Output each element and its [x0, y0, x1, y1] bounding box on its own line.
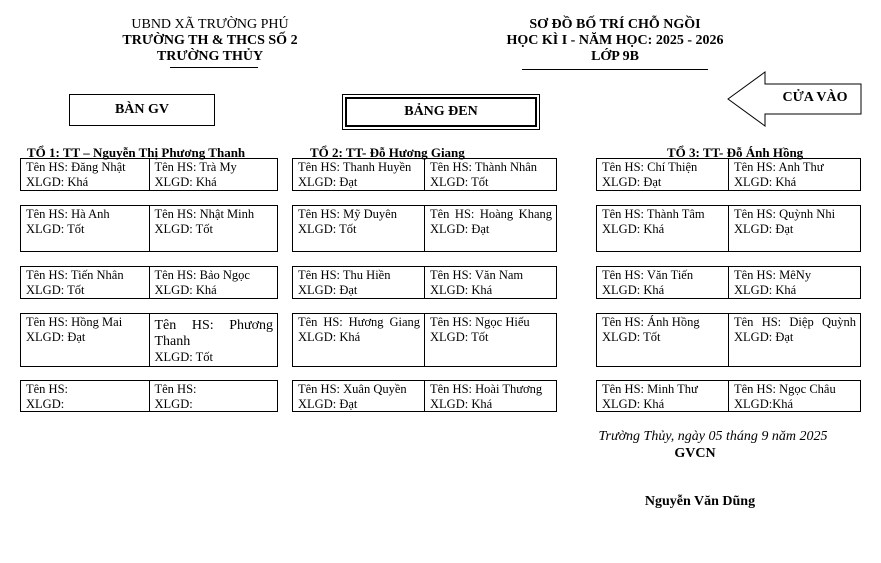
seat — [728, 314, 860, 366]
student-name: Tên HS: Trà My — [154, 160, 237, 174]
conduct-grade: XLGD: — [26, 397, 65, 411]
seat — [293, 314, 424, 366]
desk-g1-r1 — [20, 158, 278, 191]
conduct-grade: XLGD: Tốt — [154, 350, 213, 364]
conduct-grade: XLGD: Tốt — [26, 283, 85, 297]
student-name: Tên HS: Bảo Ngọc — [154, 268, 250, 282]
desk-g1-r2 — [20, 205, 278, 252]
conduct-grade: XLGD: Khá — [602, 283, 665, 297]
seat — [293, 159, 424, 190]
student-name: Tên HS: Thành Nhân — [430, 160, 538, 174]
seat — [21, 314, 149, 366]
seat — [728, 381, 860, 411]
conduct-grade: XLGD: Đạt — [734, 330, 794, 344]
student-name: Tên HS: Văn Tiến — [602, 268, 694, 282]
student-name: Tên HS: MêNy — [734, 268, 812, 282]
conduct-grade: XLGD: Đạt — [26, 330, 86, 344]
desk-g3-r4 — [596, 313, 861, 367]
seat — [424, 314, 556, 366]
conduct-grade: XLGD: Đạt — [298, 283, 358, 297]
seat — [21, 159, 149, 190]
seat — [149, 159, 278, 190]
seat — [597, 267, 728, 298]
student-name: Tên HS: — [26, 382, 69, 396]
seat — [293, 206, 424, 251]
conduct-grade: XLGD: Tốt — [154, 222, 213, 236]
seat — [293, 267, 424, 298]
conduct-grade: XLGD: Khá — [154, 175, 217, 189]
seat — [149, 206, 278, 251]
conduct-grade: XLGD: Tốt — [602, 330, 661, 344]
student-name: Tên HS: Đăng Nhật — [26, 160, 126, 174]
student-name: Tên HS: Anh Thư — [734, 160, 824, 174]
conduct-grade: XLGD: Khá — [430, 283, 493, 297]
student-name: Tên HS: Ngọc Hiếu — [430, 315, 530, 329]
seat — [597, 159, 728, 190]
commune-name: UBND XÃ TRƯỜNG PHÚ — [131, 17, 289, 32]
footer-signer: Nguyễn Văn Dũng — [644, 494, 756, 509]
seat — [21, 381, 149, 411]
header-right-underline — [522, 69, 708, 70]
document-header — [465, 17, 765, 65]
conduct-grade: XLGD: Khá — [154, 283, 217, 297]
student-name: Tên HS: Ngọc Châu — [734, 382, 836, 396]
conduct-grade: XLGD:Khá — [734, 397, 794, 411]
seat — [149, 267, 278, 298]
desk-g3-r3 — [596, 266, 861, 299]
conduct-grade: XLGD: Đạt — [430, 222, 490, 236]
footer-role: GVCN — [674, 446, 716, 461]
group-1-title: TỔ 1: TT – Nguyễn Thị Phương Thanh — [27, 145, 246, 160]
conduct-grade: XLGD: Khá — [602, 222, 665, 236]
conduct-grade: XLGD: Đạt — [298, 397, 358, 411]
school-location: TRƯỜNG THỦY — [156, 49, 264, 64]
student-name: Tên HS: Diệp Quỳnh — [734, 315, 856, 329]
conduct-grade: XLGD: Đạt — [602, 175, 662, 189]
conduct-grade: XLGD: Khá — [734, 283, 797, 297]
blackboard — [342, 94, 540, 130]
conduct-grade: XLGD: Khá — [26, 175, 89, 189]
seat — [424, 381, 556, 411]
conduct-grade: XLGD: Tốt — [298, 222, 357, 236]
desk-g2-r4 — [292, 313, 557, 367]
student-name: Tên HS: Hà Anh — [26, 207, 110, 221]
seat — [424, 159, 556, 190]
desk-g3-r5 — [596, 380, 861, 412]
desk-g2-r5 — [292, 380, 557, 412]
conduct-grade: XLGD: Đạt — [734, 222, 794, 236]
seat — [293, 381, 424, 411]
student-name: Tên HS: Thành Tâm — [602, 207, 705, 221]
conduct-grade: XLGD: Tốt — [26, 222, 85, 236]
student-name: Tên HS: Phương Thanh — [154, 318, 273, 349]
conduct-grade: XLGD: Đạt — [298, 175, 358, 189]
seat — [21, 267, 149, 298]
seat — [728, 267, 860, 298]
blackboard-label: BẢNG ĐEN — [345, 97, 537, 127]
student-name: Tên HS: Xuân Quyền — [298, 382, 407, 396]
desk-g1-r5 — [20, 380, 278, 412]
footer-date: Trường Thủy, ngày 05 tháng 9 năm 2025 — [598, 429, 828, 444]
seat — [728, 159, 860, 190]
seat — [597, 314, 728, 366]
header-left-underline — [170, 67, 258, 68]
student-name: Tên HS: Hương Giang — [298, 315, 420, 329]
seat — [149, 314, 278, 366]
school-name: TRƯỜNG TH & THCS SỐ 2 — [122, 33, 298, 48]
seat — [149, 381, 278, 411]
student-name: Tên HS: Ánh Hồng — [602, 315, 700, 329]
conduct-grade: XLGD: — [154, 397, 193, 411]
student-name: Tên HS: Thu Hiền — [298, 268, 391, 282]
seat — [597, 381, 728, 411]
document-title: SƠ ĐỒ BỐ TRÍ CHỖ NGỒI — [529, 17, 701, 32]
seat — [424, 267, 556, 298]
desk-g1-r4 — [20, 313, 278, 367]
conduct-grade: XLGD: Khá — [734, 175, 797, 189]
student-name: Tên HS: Hoài Thương — [430, 382, 543, 396]
desk-g3-r1 — [596, 158, 861, 191]
entrance-label: CỬA VÀO — [782, 90, 848, 105]
conduct-grade: XLGD: Tốt — [430, 330, 489, 344]
school-header — [90, 17, 330, 65]
student-name: Tên HS: Mỹ Duyên — [298, 207, 397, 221]
desk-g2-r1 — [292, 158, 557, 191]
seat — [21, 206, 149, 251]
desk-g2-r3 — [292, 266, 557, 299]
student-name: Tên HS: Chí Thiện — [602, 160, 698, 174]
conduct-grade: XLGD: Khá — [430, 397, 493, 411]
school-year: HỌC KÌ I - NĂM HỌC: 2025 - 2026 — [506, 33, 724, 48]
seat — [728, 206, 860, 251]
student-name: Tên HS: Nhật Minh — [154, 207, 255, 221]
group-3-title: TỔ 3: TT- Đỗ Ánh Hồng — [667, 145, 804, 160]
student-name: Tên HS: — [154, 382, 197, 396]
student-name: Tên HS: Minh Thư — [602, 382, 698, 396]
student-name: Tên HS: Quỳnh Nhi — [734, 207, 836, 221]
group-2-title: TỔ 2: TT- Đỗ Hương Giang — [310, 145, 465, 160]
student-name: Tên HS: Hoàng Khang — [430, 207, 552, 221]
student-name: Tên HS: Thanh Huyền — [298, 160, 412, 174]
seat — [424, 206, 556, 251]
conduct-grade: XLGD: Khá — [602, 397, 665, 411]
conduct-grade: XLGD: Khá — [298, 330, 361, 344]
desk-g1-r3 — [20, 266, 278, 299]
desk-g3-r2 — [596, 205, 861, 252]
student-name: Tên HS: Văn Nam — [430, 268, 524, 282]
seat — [597, 206, 728, 251]
teacher-desk: BÀN GV — [69, 94, 215, 126]
student-name: Tên HS: Hồng Mai — [26, 315, 123, 329]
student-name: Tên HS: Tiến Nhân — [26, 268, 124, 282]
class-name: LỚP 9B — [591, 49, 639, 64]
conduct-grade: XLGD: Tốt — [430, 175, 489, 189]
desk-g2-r2 — [292, 205, 557, 252]
